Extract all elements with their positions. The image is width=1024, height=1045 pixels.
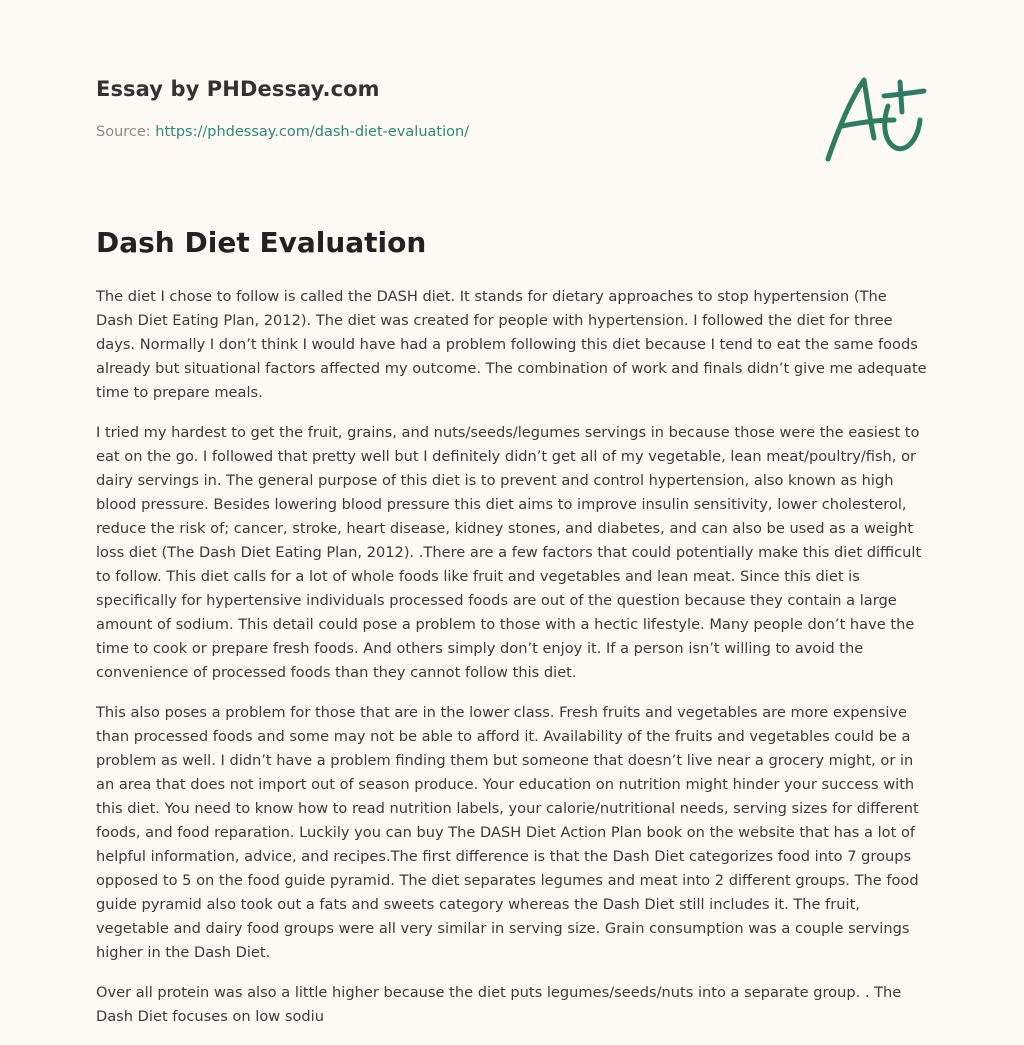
paragraph: I tried my hardest to get the fruit, grains, and nuts/seeds/legumes servings in because those were the easiest to eat on the go. I followed that pretty well but I definitely didn’t get all of my vegetable, lean meat/poultry/fish, or dairy servings in. The general purpose of this diet is to prevent and control hypertension, also known as high blood pressure. Besides lowering blood pressure this diet aims to improve insulin sensitivity, lower cholesterol, reduce the risk of; cancer, stroke, heart disease, kidney stones, and diabetes, and can also be used as a weight loss diet (The Dash Diet Eating Plan, 2012). .There are a few factors that could potentially make this diet difficult to follow. This diet calls for a lot of whole foods like fruit and vegetables and lean meat. Since this diet is specifically for hypertensive individuals processed foods are out of the question because they contain a large amount of sodium. This detail could pose a problem to those with a hectic lifestyle. Many people don’t have the time to cook or prepare fresh foods. And others simply don’t enjoy it. If a person isn’t willing to avoid the convenience of processed foods than they cannot follow this diet. [96, 424, 922, 681]
brand-title: Essay by PHDessay.com [96, 77, 380, 101]
article-title: Dash Diet Evaluation [96, 226, 427, 259]
a-plus-grade-icon [820, 68, 930, 168]
source-line [96, 124, 469, 140]
paragraph: The diet I chose to follow is called the DASH diet. It stands for dietary approaches to stop hypertension (The Dash Diet Eating Plan, 2012). The diet was created for people with hypertension. I followed the diet for three days. Normally I don’t think I would have had a problem following this diet because I tend to eat the same foods already but situational factors affected my outcome. The combination of work and finals didn’t give me adequate time to prepare meals. [96, 288, 927, 401]
article-body [96, 285, 928, 1045]
paragraph: Over all protein was also a little higher because the diet puts legumes/seeds/nuts into a separate group. . The Dash Diet focuses on low sodiu [96, 984, 902, 1025]
source-label: Source: [96, 124, 156, 140]
paragraph: This also poses a problem for those that are in the lower class. Fresh fruits and vegetables are more expensive than processed foods and some may not be able to afford it. Availability of the fruits and vegetables could be a problem as well. I didn’t have a problem finding them but someone that doesn’t live near a grocery might, or in an area that does not import out of season produce. Your education on nutrition might hinder your success with this diet. You need to know how to read nutrition labels, your calorie/nutritional needs, serving sizes for different foods, and food reparation. Luckily you can buy The DASH Diet Action Plan book on the website that has a lot of helpful information, advice, and recipes.The first difference is that the Dash Diet categorizes food into 7 groups opposed to 5 on the food guide pyramid. The diet separates legumes and meat into 2 different groups. The food guide pyramid also took out a fats and sweets category whereas the Dash Diet still includes it. The fruit, vegetable and dairy food groups were all very similar in serving size. Grain consumption was a couple servings higher in the Dash Diet. [96, 704, 919, 961]
source-link[interactable]: https://phdessay.com/dash-diet-evaluation/ [155, 124, 470, 140]
